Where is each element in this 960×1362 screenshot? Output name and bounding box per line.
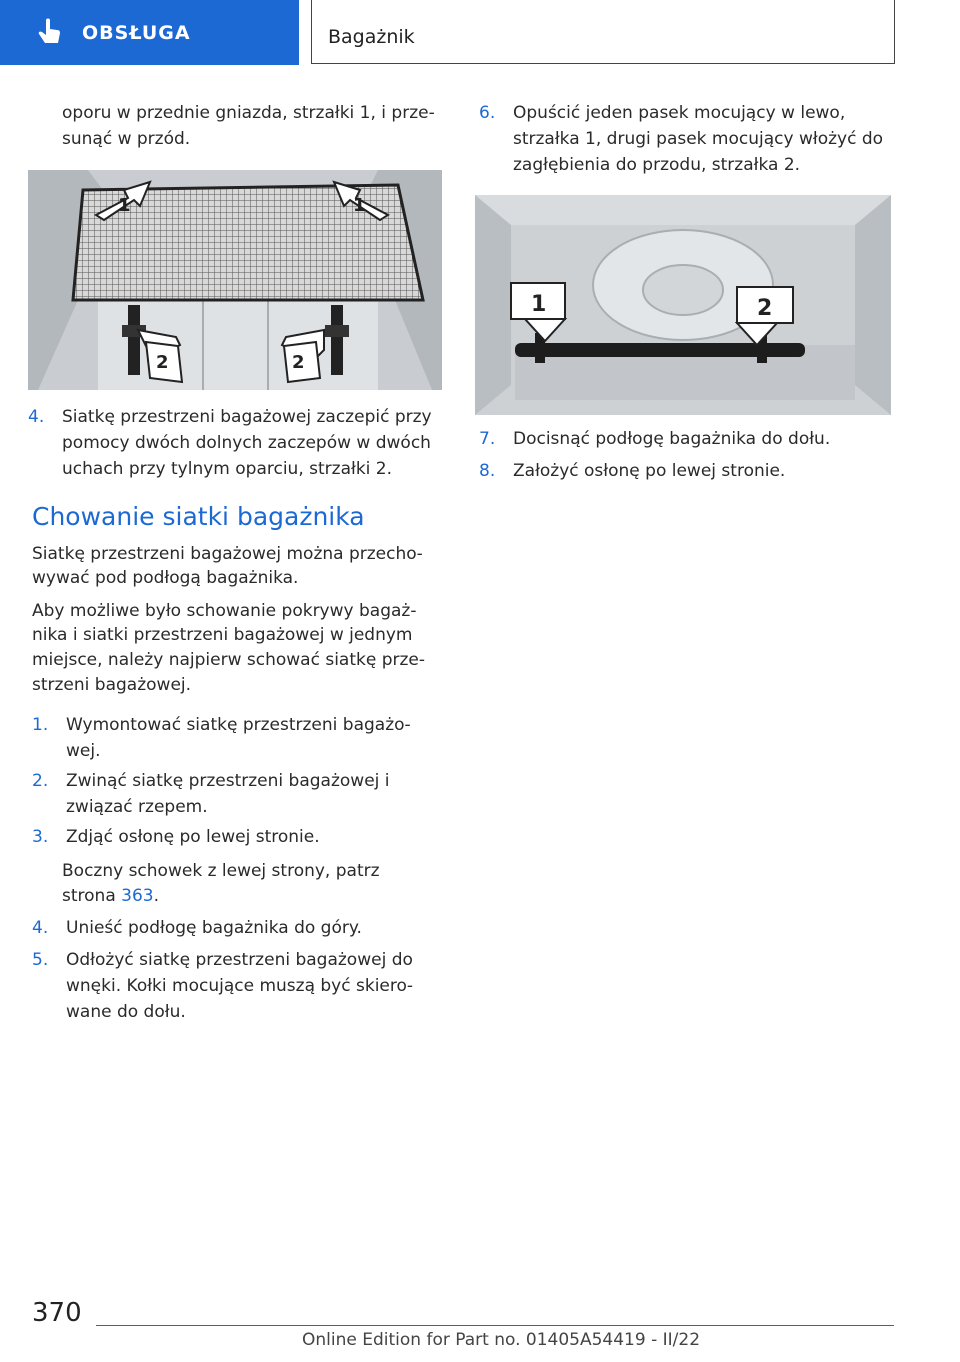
section-title: Bagażnik <box>328 26 415 48</box>
list-item-text: zagłębienia do przodu, strzałka 2. <box>513 155 801 175</box>
step-note-line: Boczny schowek z lewej strony, patrz <box>62 861 380 881</box>
section-header <box>311 0 895 64</box>
list-item-text: wej. <box>66 741 101 761</box>
hand-pointer-icon <box>32 16 66 50</box>
list-item-number: 5. <box>32 950 49 970</box>
paragraph-line: nika i siatki przestrzeni bagażowej w jednym <box>32 625 413 645</box>
page-number: 370 <box>32 1298 82 1328</box>
list-item <box>32 712 452 764</box>
arrow-2-right <box>282 330 324 382</box>
intro-line-1: oporu w przednie gniazda, strzałki 1, i prze‐ <box>62 103 435 123</box>
list-item-number: 4. <box>32 918 49 938</box>
list-item <box>479 426 899 452</box>
list-item-text: Odłożyć siatkę przestrzeni bagażowej do <box>66 950 413 970</box>
footer-edition: Online Edition for Part no. 01405A54419 - II/22 <box>302 1330 701 1350</box>
list-item <box>28 404 448 482</box>
list-item <box>32 947 452 1025</box>
list-item-number: 3. <box>32 827 49 847</box>
list-item-text: uchach przy tylnym oparciu, strzałki 2. <box>62 459 393 479</box>
list-item-text: Siatkę przestrzeni bagażowej zaczepić przy <box>62 407 432 427</box>
list-item-text: Wymontować siatkę przestrzeni bagażo‐ <box>66 715 411 735</box>
arrow-label-1a: 1 <box>118 195 131 216</box>
step-note-suffix: . <box>153 886 159 906</box>
list-item <box>479 100 899 178</box>
paragraph-line: miejsce, należy najpierw schować siatkę prze‐ <box>32 650 426 670</box>
list-item <box>32 915 452 941</box>
paragraph-line: wywać pod podłogą bagażnika. <box>32 568 299 588</box>
list-item-text: wane do dołu. <box>66 1002 186 1022</box>
page-reference-link[interactable]: 363 <box>121 886 154 906</box>
list-item-number: 6. <box>479 103 496 123</box>
chapter-tab[interactable] <box>0 0 299 65</box>
arrow-label-2a: 2 <box>156 352 169 373</box>
step-note-line <box>62 883 462 909</box>
list-item-text: związać rzepem. <box>66 797 208 817</box>
footer-divider <box>96 1325 894 1326</box>
list-item-number: 1. <box>32 715 49 735</box>
arrow-label-1: 1 <box>531 292 547 317</box>
list-item-number: 2. <box>32 771 49 791</box>
arrow-label-2: 2 <box>757 296 773 321</box>
list-item-text: wnęki. Kołki mocujące muszą być skiero‐ <box>66 976 414 996</box>
list-item-text: Zdjąć osłonę po lewej stronie. <box>66 827 320 847</box>
list-item-text: Unieść podłogę bagażnika do góry. <box>66 918 362 938</box>
list-item <box>32 824 452 850</box>
list-item-text: Założyć osłonę po lewej stronie. <box>513 461 786 481</box>
paragraph-line: Siatkę przestrzeni bagażowej można przecho‐ <box>32 544 423 564</box>
intro-line-2: sunąć w przód. <box>62 129 191 149</box>
list-item <box>32 768 452 820</box>
list-item-text: strzałka 1, drugi pasek mocujący włożyć do <box>513 129 884 149</box>
arrow-label-2b: 2 <box>292 352 305 373</box>
chapter-tab-label: OBSŁUGA <box>82 21 191 44</box>
list-item-text: pomocy dwóch dolnych zaczepów w dwóch <box>62 433 431 453</box>
figure-trunk-floor <box>475 195 891 415</box>
list-item-number: 8. <box>479 461 496 481</box>
step-note-prefix: strona <box>62 886 122 906</box>
list-item-number: 4. <box>28 407 45 427</box>
list-item <box>479 458 899 484</box>
section-heading: Chowanie siatki bagażnika <box>32 502 365 531</box>
list-item-text: Zwinąć siatkę przestrzeni bagażowej i <box>66 771 390 791</box>
figure-cargo-net <box>28 170 442 390</box>
paragraph-line: strzeni bagażowej. <box>32 675 192 695</box>
list-item-text: Opuścić jeden pasek mocujący w lewo, <box>513 103 846 123</box>
list-item-number: 7. <box>479 429 496 449</box>
arrow-label-1b: 1 <box>353 195 366 216</box>
paragraph-line: Aby możliwe było schowanie pokrywy bagaż‐ <box>32 601 417 621</box>
list-item-text: Docisnąć podłogę bagażnika do dołu. <box>513 429 831 449</box>
